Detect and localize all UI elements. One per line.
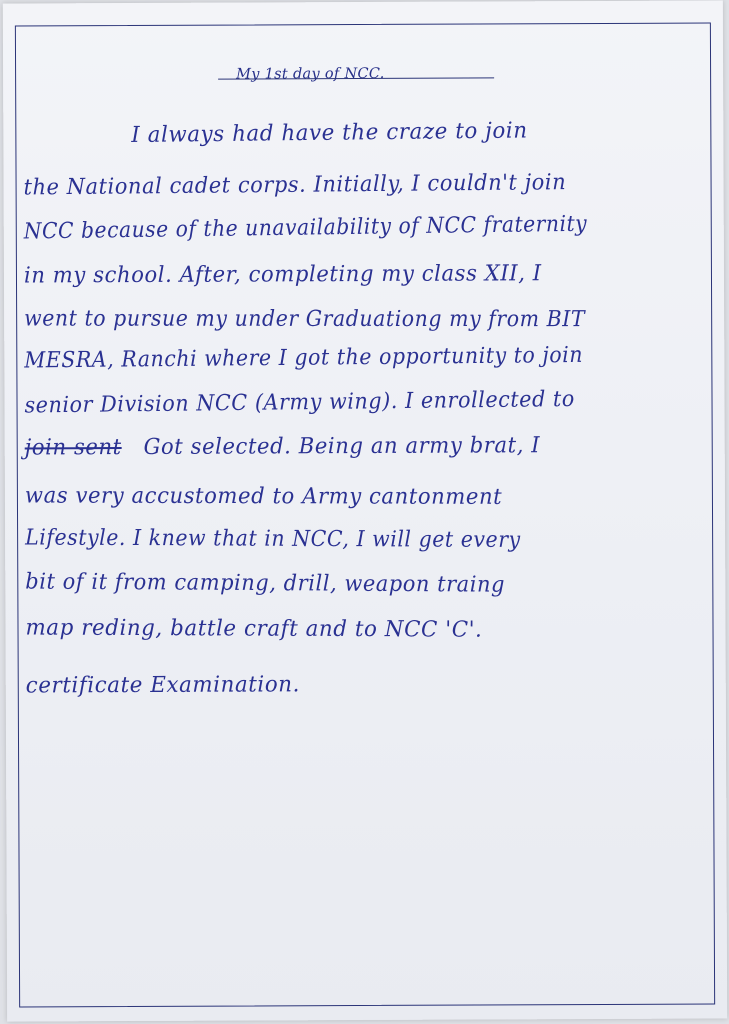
text-line-4: in my school. After, completing my class XII, I: [23, 261, 542, 289]
text-line-10: Lifestyle. I knew that in NCC, I will get every: [25, 525, 521, 553]
text-line-9: was very accustomed to Army cantonment: [24, 483, 503, 510]
text-line-6: MESRA, Ranchi where I got the opportunity to join: [24, 342, 584, 374]
page-title: My 1st day of NCC.: [236, 65, 385, 83]
text-line-12: map reding, battle craft and to NCC 'C'.: [25, 615, 483, 643]
text-line-13: certificate Examination.: [25, 672, 300, 699]
notebook-page: [3, 0, 727, 1021]
text-line-1: I always had have the craze to join: [131, 118, 528, 149]
struck-out-text: join sent: [24, 435, 122, 461]
title-block: [218, 65, 498, 88]
text-line-8-content: Got selected. Being an army brat, I: [143, 433, 541, 460]
text-line-3: NCC because of the unavailability of NCC fraternity: [23, 211, 588, 245]
text-line-7: senior Division NCC (Army wing). I enrollected to: [24, 386, 575, 419]
text-line-11: bit of it from camping, drill, weapon traing: [25, 569, 506, 598]
text-line-5: went to pursue my under Graduationg my from BIT: [24, 306, 586, 333]
text-line-8: [25, 433, 689, 461]
text-line-2: the National cadet corps. Initially, I couldn't join: [23, 170, 567, 201]
